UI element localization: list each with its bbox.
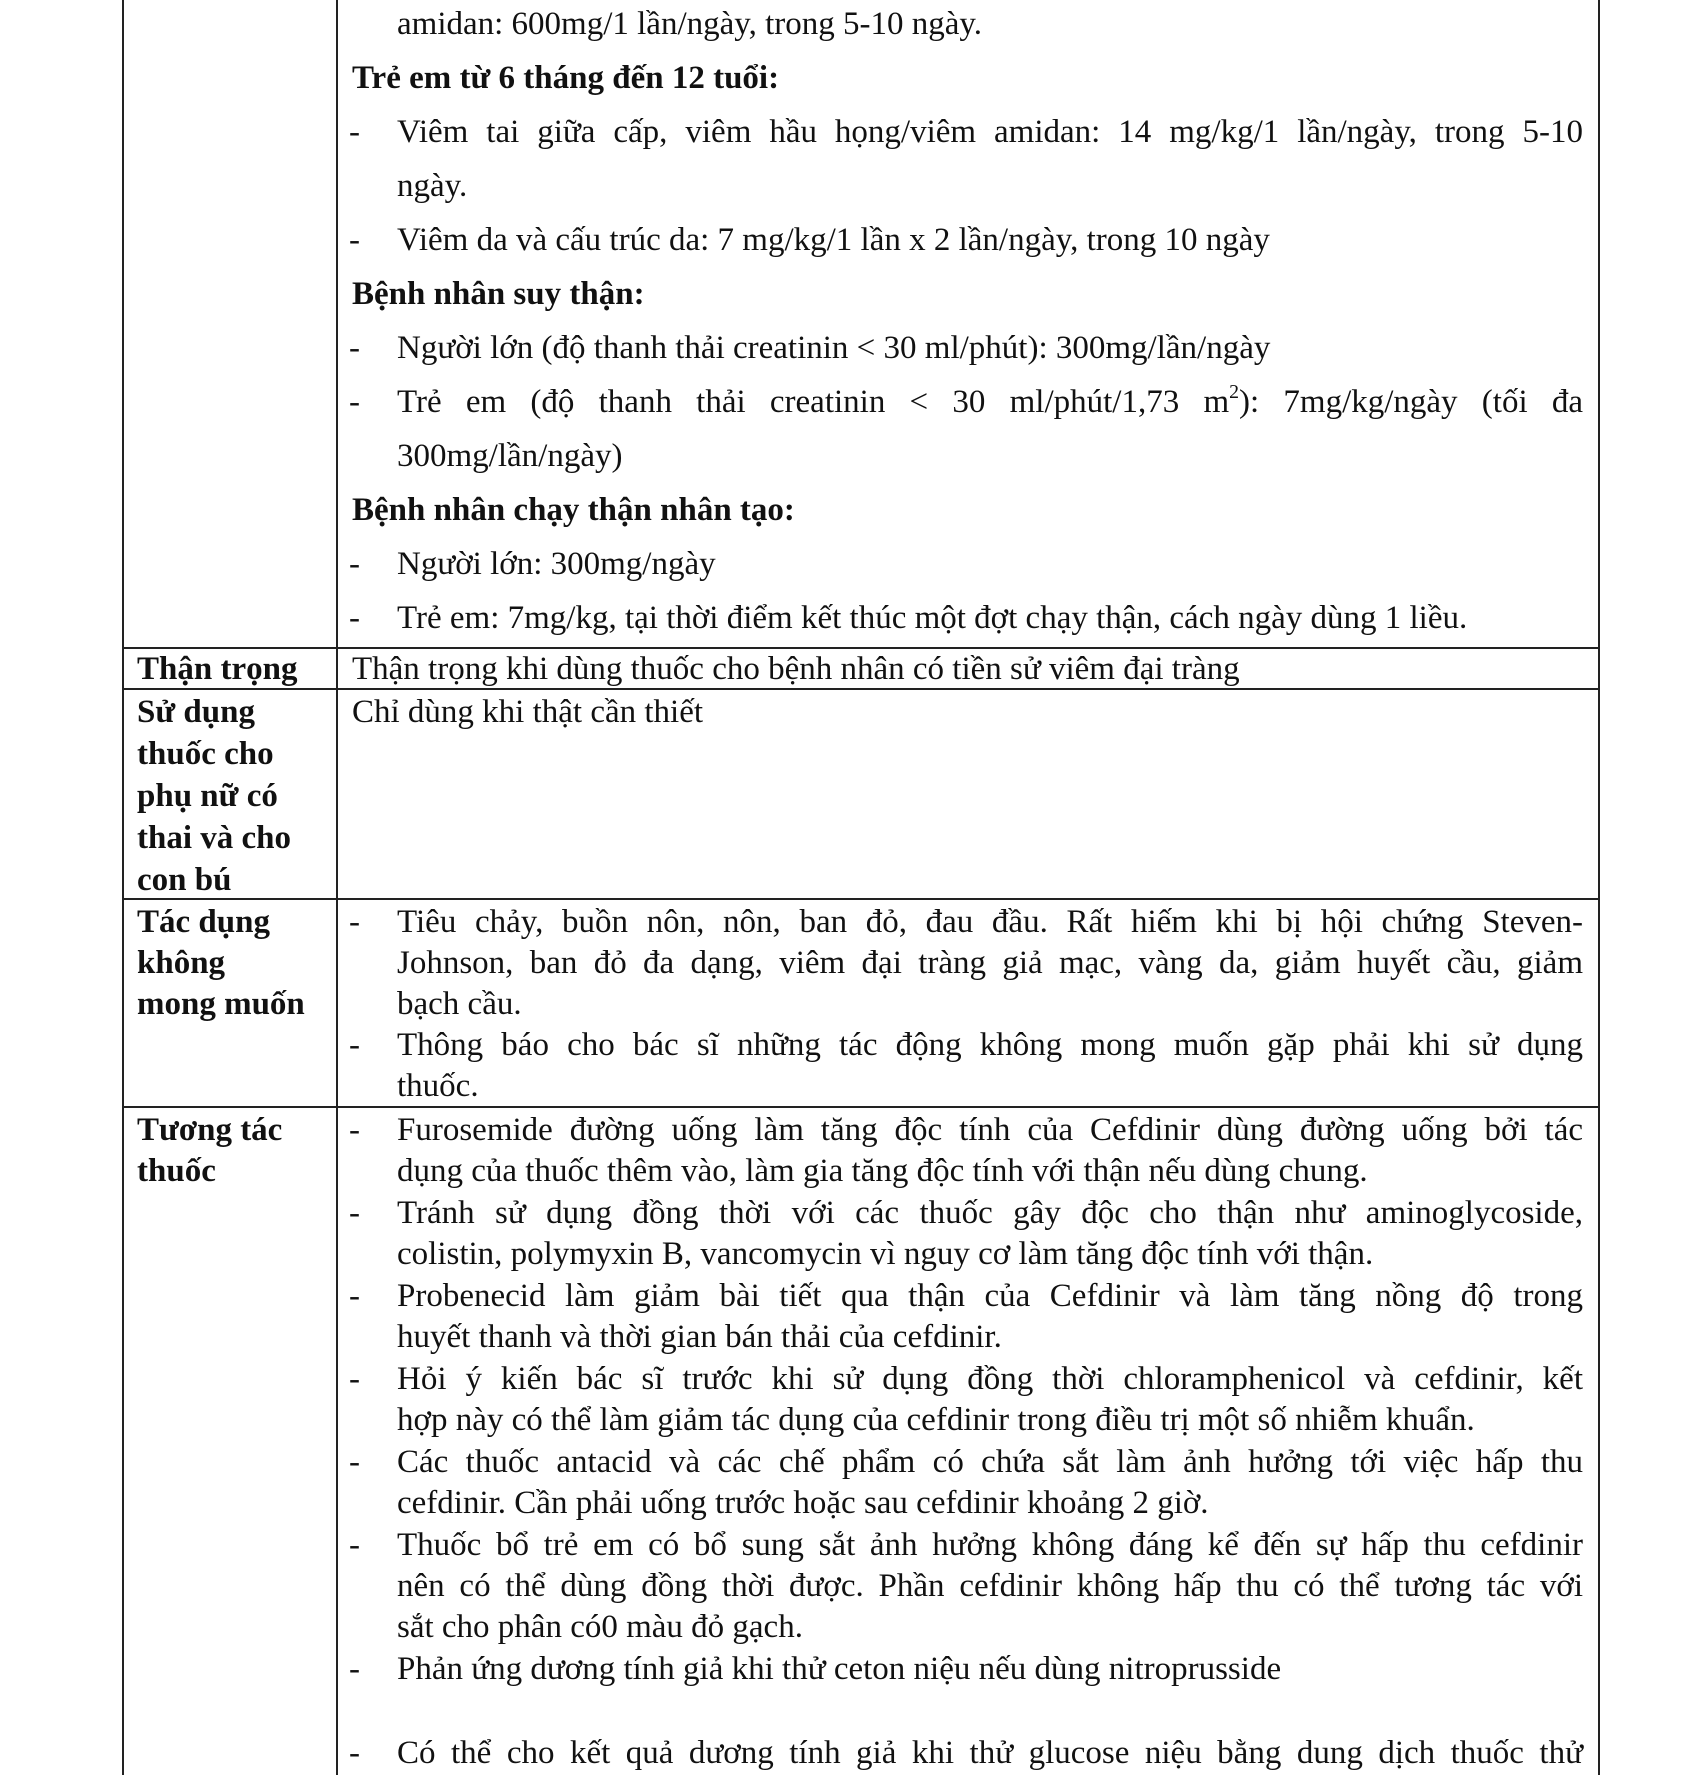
interactions-label-line: thuốc — [137, 1153, 216, 1189]
side-effect-line: Thông báo cho bác sĩ những tác động không mong muốn gặp phải khi sử dụng — [397, 1027, 1583, 1063]
interaction-line: cefdinir. Cần phải uống trước hoặc sau cefdinir khoảng 2 giờ. — [397, 1485, 1209, 1521]
bullet-dash: - — [349, 1651, 360, 1687]
bullet-dash: - — [349, 1444, 360, 1480]
pregnancy-label-line: thai và cho — [137, 820, 292, 856]
dosage-line-amidan: amidan: 600mg/1 lần/ngày, trong 5-10 ngày. — [397, 6, 983, 42]
bullet-dash: - — [349, 1195, 360, 1231]
bullet-dash: - — [349, 546, 360, 582]
renal-child-cont: 300mg/lần/ngày) — [397, 438, 623, 474]
bullet-dash: - — [349, 1735, 360, 1771]
caution-label: Thận trọng — [137, 651, 298, 687]
side-effect-line: Johnson, ban đỏ đa dạng, viêm đại tràng giả mạc, vàng da, giảm huyết cầu, giảm — [397, 945, 1583, 981]
bullet-dash: - — [349, 1527, 360, 1563]
interaction-line: sắt cho phân có0 màu đỏ gạch. — [397, 1609, 803, 1645]
bullet-dash: - — [349, 1112, 360, 1148]
interaction-line: hợp này có thể làm giảm tác dụng của cefdinir trong điều trị một số nhiễm khuẩn. — [397, 1402, 1475, 1438]
children-item-line: Viêm da và cấu trúc da: 7 mg/kg/1 lần x 2 lần/ngày, trong 10 ngày — [397, 222, 1270, 258]
row-divider — [124, 647, 1598, 649]
children-item-line: Viêm tai giữa cấp, viêm hầu họng/viêm amidan: 14 mg/kg/1 lần/ngày, trong 5-10 — [397, 114, 1583, 150]
renal-child: Trẻ em (độ thanh thải creatinin < 30 ml/phút/1,73 $m^2$): 7mg/kg/ngày (tối đa — [397, 381, 1583, 420]
interaction-line: dụng của thuốc thêm vào, làm gia tăng độc tính với thận nếu dùng chung. — [397, 1153, 1368, 1189]
interaction-line: colistin, polymyxin B, vancomycin vì nguy cơ làm tăng độc tính với thận. — [397, 1236, 1374, 1272]
dialysis-child: Trẻ em: 7mg/kg, tại thời điểm kết thúc một đợt chạy thận, cách ngày dùng 1 liều. — [397, 600, 1468, 636]
side-effects-label-line: không — [137, 945, 226, 981]
pregnancy-label-line: phụ nữ có — [137, 778, 278, 814]
interaction-line: Phản ứng dương tính giả khi thử ceton niệu nếu dùng nitroprusside — [397, 1651, 1282, 1687]
dialysis-adult: Người lớn: 300mg/ngày — [397, 546, 716, 582]
interaction-line: Tránh sử dụng đồng thời với các thuốc gây độc cho thận như aminoglycoside, — [397, 1195, 1583, 1231]
bullet-dash: - — [349, 1361, 360, 1397]
row-divider — [124, 898, 1598, 900]
interaction-line: Thuốc bổ trẻ em có bổ sung sắt ảnh hưởng không đáng kể đến sự hấp thu cefdinir — [397, 1527, 1583, 1563]
interaction-line: Các thuốc antacid và các chế phẩm có chứa sắt làm ảnh hưởng tới việc hấp thu — [397, 1444, 1583, 1480]
dialysis-heading: Bệnh nhân chạy thận nhân tạo: — [352, 492, 795, 528]
bullet-dash: - — [349, 904, 360, 940]
side-effect-line: bạch cầu. — [397, 986, 522, 1022]
interactions-label-line: Tương tác — [137, 1112, 283, 1148]
column-divider — [336, 0, 338, 1775]
side-effects-label-line: Tác dụng — [137, 904, 270, 940]
bullet-dash: - — [349, 1027, 360, 1063]
bullet-dash: - — [349, 114, 360, 150]
bullet-dash: - — [349, 222, 360, 258]
renal-adult: Người lớn (độ thanh thải creatinin < 30 ml/phút): 300mg/lần/ngày — [397, 330, 1271, 366]
interaction-line: Có thể cho kết quả dương tính giả khi thử glucose niệu bằng dung dịch thuốc thử — [397, 1735, 1583, 1771]
children-item-line: ngày. — [397, 168, 468, 204]
interaction-line: nên có thể dùng đồng thời được. Phần cefdinir không hấp thu có thể tương tác với — [397, 1568, 1583, 1604]
bullet-dash: - — [349, 600, 360, 636]
side-effect-line: Tiêu chảy, buồn nôn, nôn, ban đỏ, đau đầu. Rất hiếm khi bị hội chứng Steven- — [397, 904, 1583, 940]
pregnancy-text: Chỉ dùng khi thật cần thiết — [352, 694, 704, 730]
renal-heading: Bệnh nhân suy thận: — [352, 276, 645, 312]
row-divider — [124, 688, 1598, 690]
bullet-dash: - — [349, 330, 360, 366]
side-effect-line: thuốc. — [397, 1068, 479, 1104]
interaction-line: Probenecid làm giảm bài tiết qua thận của Cefdinir và làm tăng nồng độ trong — [397, 1278, 1583, 1314]
caution-text: Thận trọng khi dùng thuốc cho bệnh nhân có tiền sử viêm đại tràng — [352, 651, 1240, 687]
pregnancy-label-line: con bú — [137, 862, 232, 898]
side-effects-label-line: mong muốn — [137, 986, 305, 1022]
bullet-dash: - — [349, 1278, 360, 1314]
row-divider — [124, 1106, 1598, 1108]
bullet-dash: - — [349, 384, 360, 420]
children-heading: Trẻ em từ 6 tháng đến 12 tuổi: — [352, 60, 780, 96]
pregnancy-label-line: thuốc cho — [137, 736, 274, 772]
pregnancy-label-line: Sử dụng — [137, 694, 255, 730]
interaction-line: Hỏi ý kiến bác sĩ trước khi sử dụng đồng thời chloramphenicol và cefdinir, kết — [397, 1361, 1583, 1397]
interaction-line: Furosemide đường uống làm tăng độc tính của Cefdinir dùng đường uống bởi tác — [397, 1112, 1583, 1148]
interaction-line: huyết thanh và thời gian bán thải của cefdinir. — [397, 1319, 1002, 1355]
